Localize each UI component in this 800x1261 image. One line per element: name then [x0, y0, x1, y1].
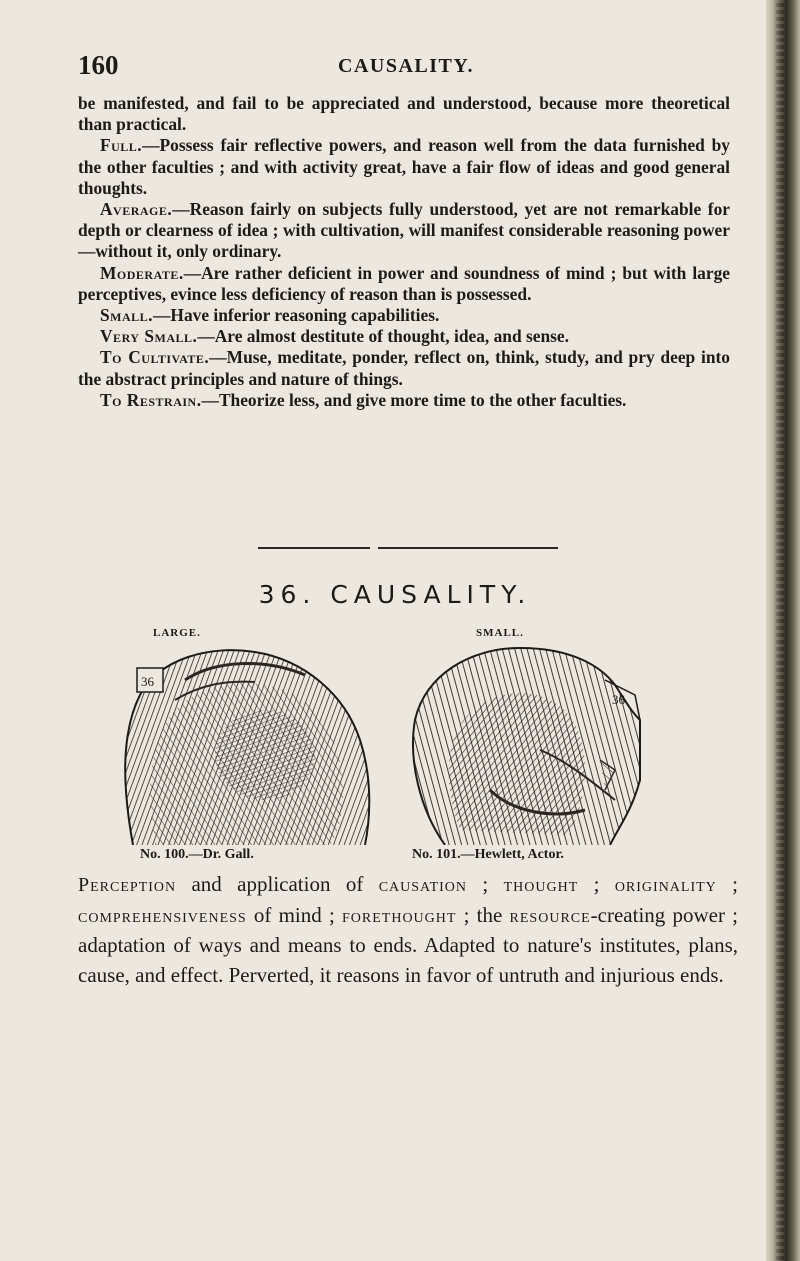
lead-small: Small. [100, 305, 154, 326]
page-number: 160 [78, 50, 119, 80]
paragraph-restrain: To Restrain.—Theorize less, and give more time to the other faculties. [100, 389, 627, 410]
label-large: LARGE. [153, 627, 201, 639]
lead-very-small: Very Small. [100, 326, 198, 347]
lead-restrain: To Restrain. [100, 389, 202, 410]
desc-causation: causation [378, 874, 468, 896]
paragraph-small: Small.—Have inferior reasoning capabilities. [100, 305, 440, 326]
lead-average: Average. [100, 199, 173, 220]
lead-full: Full. [100, 135, 143, 156]
lead-cultivate: To Cultivate. [100, 347, 210, 368]
paragraph-cultivate: To Cultivate.—Muse, meditate, ponder, reflect on, think, study, and pry deep into the abstract principles and nature of things. [78, 347, 730, 389]
page-header [78, 50, 728, 82]
divider-rule-right [378, 547, 558, 549]
lead-moderate: Moderate. [100, 262, 184, 283]
desc-resource: resource [509, 904, 591, 927]
label-small: SMALL. [476, 627, 524, 639]
desc-perception: Perception [78, 874, 177, 896]
desc-forethought: forethought [342, 904, 457, 927]
desc-originality: originality [614, 874, 717, 896]
running-title: CAUSALITY. [338, 55, 474, 77]
engraving-small-causality [400, 640, 665, 845]
divider-rule-left [258, 547, 370, 549]
paragraph-moderate: Moderate.—Are rather deficient in power and soundness of mind ; but with large perceptives, evince less deficiency of reason than is possessed. [78, 262, 730, 304]
paragraph-full: Full.—Possess fair reflective powers, and reason well from the data furnished by the other faculties ; and with activity great, have a fair flow of ideas and good general thoughts. [78, 135, 730, 198]
body-text [78, 93, 730, 411]
figure-title: 36. CAUSALITY. [258, 580, 532, 609]
caption-left: No. 100.—Dr. Gall. [140, 847, 254, 862]
paragraph-very-small: Very Small.—Are almost destitute of thought, idea, and sense. [100, 326, 569, 347]
engraving-large-causality [115, 640, 385, 845]
caption-right: No. 101.—Hewlett, Actor. [412, 847, 564, 862]
desc-thought: thought [503, 874, 579, 896]
paragraph-average: Average.—Reason fairly on subjects fully understood, yet are not remarkable for depth or clearness of idea ; with cultivation, will manifest considerable reasoning power—without it, only ordinary. [78, 199, 730, 262]
paragraph-continuation: be manifested, and fail to be appreciated and understood, because more theoretical than practical. [78, 93, 730, 135]
book-binding-edge [766, 0, 800, 1261]
right-organ-number: 36 [612, 692, 625, 707]
left-organ-number: 36 [141, 674, 154, 689]
desc-comprehensiveness: comprehensiveness [78, 904, 247, 927]
faculty-description: Perception and application of causation ; thought ; originality ; comprehensiveness of mind ; forethought ; the resource-creating power ; adaptation of ways and means to ends. Adapted to nature's institutes, plans, cause, and effect. Perverted, it reasons in favor of untruth and injurious ends. [78, 872, 738, 987]
